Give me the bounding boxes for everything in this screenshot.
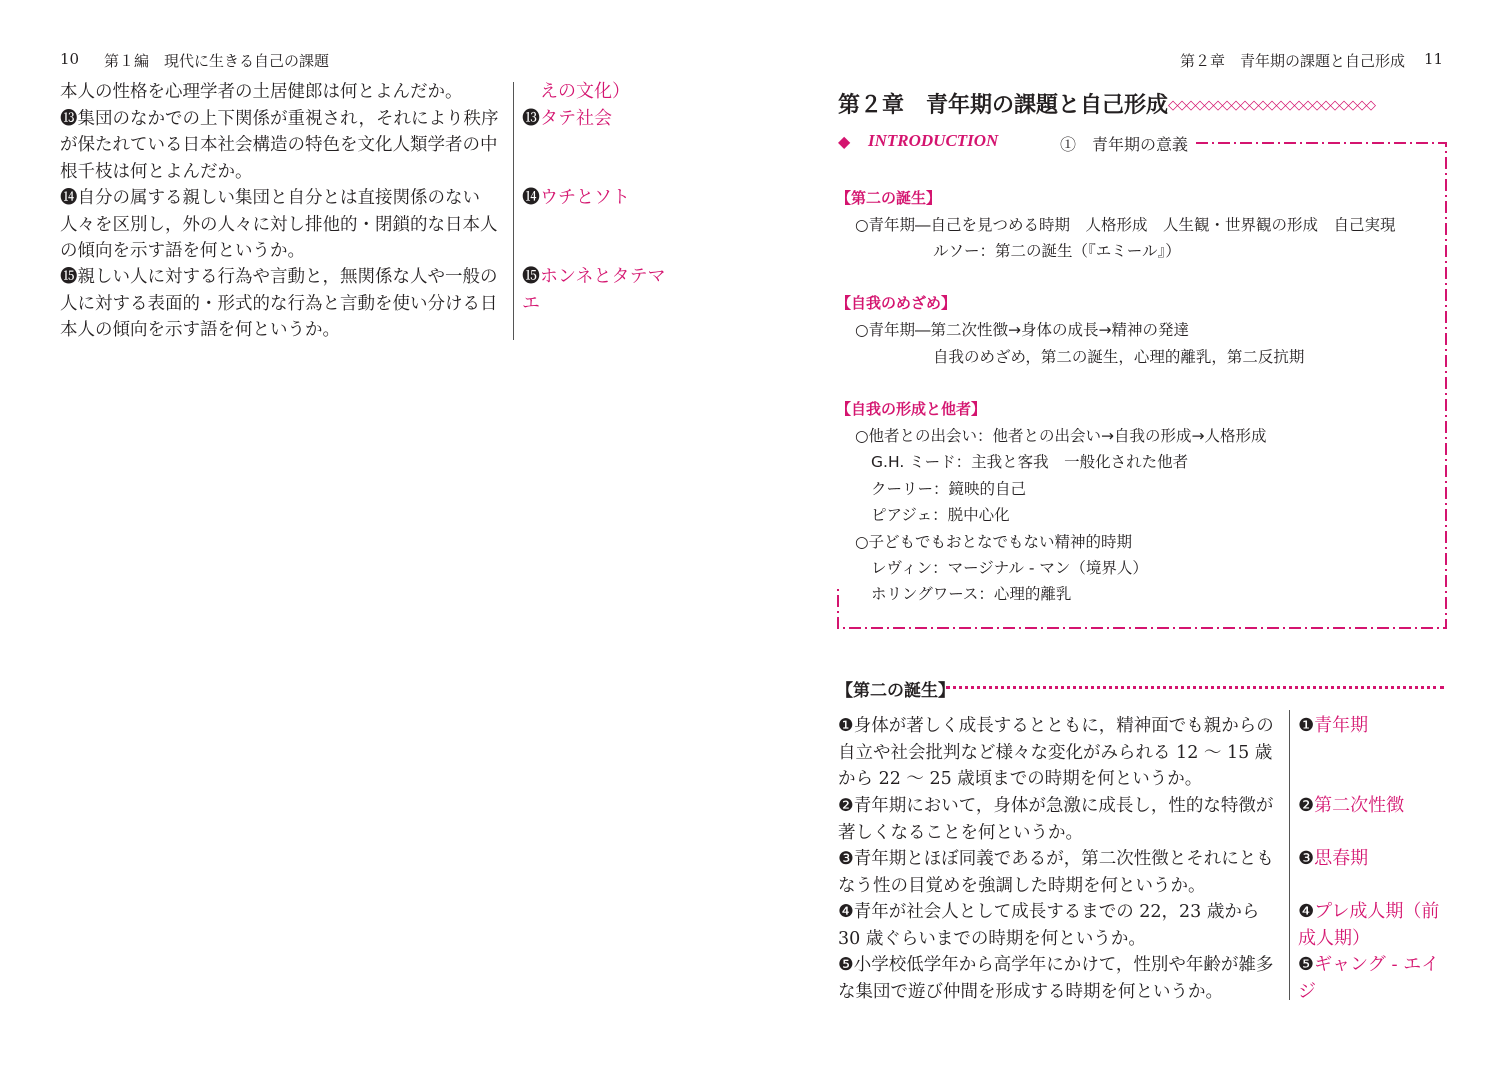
right-running-header: 第２章 青年期の課題と自己形成 [1180, 52, 1406, 70]
answer-1-badge: ❶ [1298, 715, 1315, 736]
section-heading-second-birth: 【第二の誕生】 [836, 681, 955, 701]
answer-3: ❸思春期 [1298, 848, 1369, 869]
answer-5-badge: ❺ [1298, 954, 1315, 975]
question-3: ❸青年期とほぼ同義であるが，第二次性徴とそれにともなう性の目覚めを強調した時期を何というか。 [838, 849, 1274, 896]
intro-line: レヴィン：マージナル - マン（境界人） [871, 559, 1148, 577]
answer-13: ⓭タテ社会 [522, 107, 612, 129]
answer-14: ⓮ウチとソト [522, 187, 630, 208]
intro-line: ルソー：第二の誕生（『エミール』） [933, 242, 1181, 260]
question-2: ❷青年期において，身体が急激に成長し，性的な特徴が著しくなることを何というか。 [838, 796, 1274, 843]
left-answer-divider [513, 82, 514, 340]
intro-heading-ego-and-others: 【自我の形成と他者】 [836, 400, 987, 418]
intro-line: G.H. ミード：主我と客我 一般化された他者 [871, 453, 1189, 471]
intro-line: 自我のめざめ，第二の誕生，心理的離乳，第二反抗期 [933, 348, 1305, 366]
answer-2-badge: ❷ [1298, 795, 1315, 816]
answer-4-badge: ❹ [1298, 901, 1315, 922]
question-2-badge: ❷ [838, 796, 854, 816]
intro-heading-second-birth: 【第二の誕生】 [836, 189, 942, 207]
question-1-badge: ❶ [838, 716, 854, 736]
chapter-title: 第２章 青年期の課題と自己形成◇◇◇◇◇◇◇◇◇◇◇◇◇◇◇◇◇◇◇◇◇◇◇ [838, 93, 1375, 118]
question-12-continued: 本人の性格を心理学者の土居健郎は何とよんだか。 [60, 82, 463, 102]
answer-4: ❹プレ成人期（前成人期） [1298, 901, 1440, 949]
question-15-badge: ⓯ [60, 267, 78, 287]
answer-15: ⓯ホンネとタテマエ [522, 266, 666, 314]
intro-line: ○青年期―自己を見つめる時期 人格形成 人生観・世界観の形成 自己実現 [855, 216, 1396, 234]
right-page-number: 11 [1424, 50, 1444, 68]
left-running-header: 第１編 現代に生きる自己の課題 [104, 52, 330, 70]
question-15: ⓯親しい人に対する行為や言動と，無関係な人や一般の人に対する表面的・形式的な行為と言動を使い分ける日本人の傾向を示す語を何というか。 [60, 267, 498, 340]
answer-3-badge: ❸ [1298, 848, 1315, 869]
question-14: ⓮自分の属する親しい集団と自分とは直接関係のない人々を区別し，外の人々に対し排他的・閉鎖的な日本人の傾向を示す語を何というか。 [60, 188, 498, 261]
answer-5: ❺ギャング - エイジ [1298, 954, 1440, 1002]
answer-15-badge: ⓯ [522, 266, 540, 287]
question-4: ❹青年が社会人として成長するまでの 22，23 歳から 30 歳ぐらいまでの時期を何というか。 [838, 902, 1260, 949]
answer-2: ❷第二次性徴 [1298, 795, 1405, 816]
question-5-badge: ❺ [838, 955, 854, 975]
question-14-badge: ⓮ [60, 188, 78, 208]
left-page-number: 10 [60, 50, 80, 68]
intro-line: ホリングワース：心理的離乳 [871, 585, 1072, 603]
intro-line: ○他者との出会い：他者との出会い→自我の形成→人格形成 [855, 427, 1267, 445]
question-13-badge: ⓭ [60, 108, 78, 129]
chapter-title-diamond-rule: ◇◇◇◇◇◇◇◇◇◇◇◇◇◇◇◇◇◇◇◇◇◇◇ [1168, 98, 1375, 113]
answer-13-badge: ⓭ [522, 107, 540, 129]
section-dotted-rule [946, 686, 1444, 689]
answer-12-continued: えの文化） [540, 81, 630, 102]
right-answer-divider [1289, 710, 1290, 1000]
intro-line: ○青年期―第二次性徴→身体の成長→精神の発達 [855, 321, 1190, 339]
intro-section-title: ① 青年期の意義 [1060, 135, 1189, 154]
intro-diamond-icon: ◆ [838, 132, 851, 151]
question-3-badge: ❸ [838, 849, 854, 869]
question-5: ❺小学校低学年から高学年にかけて，性別や年齢が雑多な集団で遊び仲間を形成する時期を何というか。 [838, 955, 1274, 1002]
question-1: ❶身体が著しく成長するとともに，精神面でも親からの自立や社会批判など様々な変化がみられる 12 ～ 15 歳から 22 ～ 25 歳頃までの時期を何というか。 [838, 716, 1274, 789]
intro-line: ピアジェ：脱中心化 [871, 506, 1010, 524]
question-4-badge: ❹ [838, 902, 854, 922]
intro-line: ○子どもでもおとなでもない精神的時期 [855, 533, 1133, 551]
answer-1: ❶青年期 [1298, 715, 1369, 736]
answer-14-badge: ⓮ [522, 187, 540, 208]
intro-label: INTRODUCTION [868, 131, 999, 150]
question-13: ⓭集団のなかでの上下関係が重視され，それにより秩序が保たれている日本社会構造の特色を文化人類学者の中根千枝は何とよんだか。 [60, 108, 499, 182]
intro-heading-ego-awakening: 【自我のめざめ】 [836, 294, 957, 312]
intro-line: クーリー：鏡映的自己 [871, 480, 1027, 498]
